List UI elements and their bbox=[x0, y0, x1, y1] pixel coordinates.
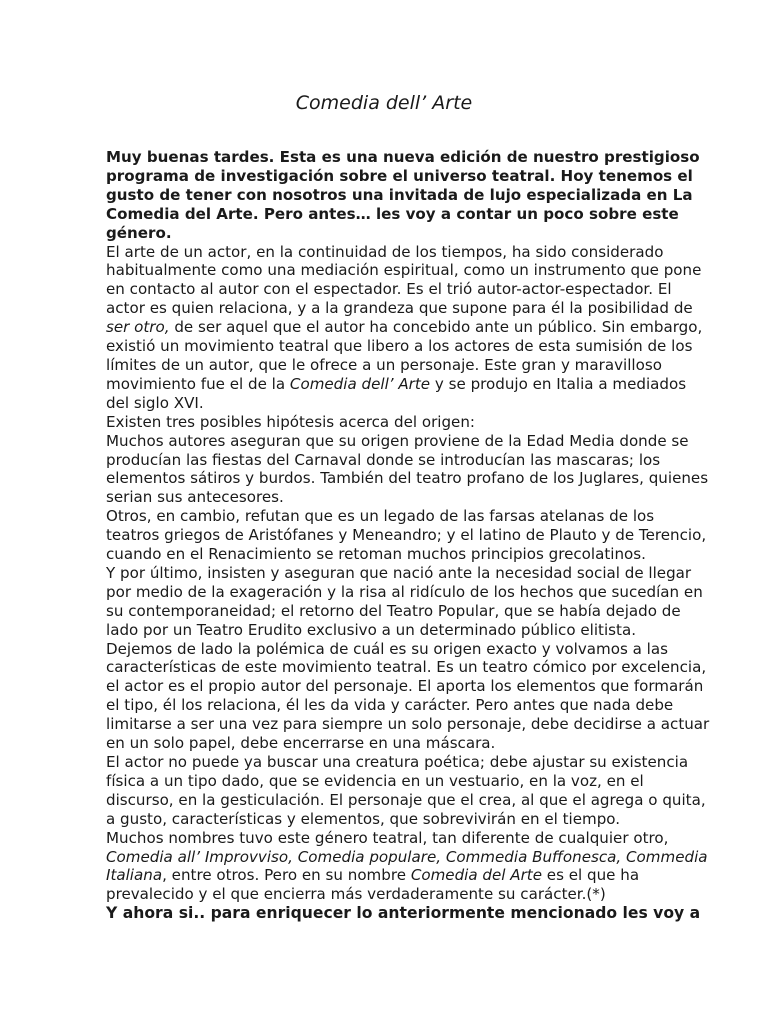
text-line: Muy buenas tardes. Esta es una nueva edición de nuestro prestigioso bbox=[106, 148, 700, 166]
text-line: su contemporaneidad; el retorno del Teatro Popular, que se había dejado de bbox=[106, 601, 681, 620]
paragraph-names bbox=[106, 828, 708, 905]
text-span: , entre otros. Pero en su nombre bbox=[162, 866, 411, 885]
text-line: física a un tipo dado, que se evidencia en un vestuario, en la voz, en el bbox=[106, 771, 644, 790]
text-span: y se produjo en Italia a mediados bbox=[430, 374, 687, 393]
text-line: en un solo papel, debe encerrarse en una máscara. bbox=[106, 734, 496, 753]
italic-phrase: ser otro, bbox=[106, 318, 170, 337]
text-span: movimiento fue el de la bbox=[106, 374, 290, 393]
text-line: cuando en el Renacimiento se retoman muchos principios grecolatinos. bbox=[106, 545, 646, 564]
paragraph-actor-type bbox=[106, 753, 706, 829]
paragraph-hypothesis-greek bbox=[106, 507, 707, 564]
italic-phrase: Comedia all’ Improvviso, Comedia populare, Commedia Buffonesca, Commedia bbox=[106, 847, 708, 866]
paragraph-hypotheses-intro: Existen tres posibles hipótesis acerca del origen: bbox=[106, 412, 475, 431]
text-line: Dejemos de lado la polémica de cuál es su origen exacto y volvamos a las bbox=[106, 639, 668, 658]
italic-phrase: Comedia del Arte bbox=[410, 866, 542, 885]
text-line bbox=[106, 374, 687, 394]
text-line: Y por último, insisten y aseguran que nació ante la necesidad social de llegar bbox=[106, 563, 692, 582]
text-line: Otros, en cambio, refutan que es un legado de las farsas atelanas de los bbox=[106, 507, 655, 526]
text-span: de ser aquel que el autor ha concebido ante un público. Sin embargo, bbox=[169, 318, 703, 337]
text-line: existió un movimiento teatral que libero a los actores de esta sumisión de los bbox=[106, 337, 693, 356]
text-line: el actor es el propio autor del personaje. El aporta los elementos que formarán bbox=[106, 677, 704, 696]
text-line: en contacto al autor con el espectador. Es el trió autor-actor-espectador. El bbox=[106, 280, 672, 299]
paragraph-characteristics bbox=[106, 639, 710, 753]
text-line: límites de un autor, que le ofrece a un personaje. Este gran y maravilloso bbox=[106, 355, 662, 374]
text-line bbox=[106, 847, 708, 867]
text-line: características de este movimiento teatral. Es un teatro cómico por excelencia, bbox=[106, 658, 707, 677]
text-line: lado por un Teatro Erudito exclusivo a un determinado público elitista. bbox=[106, 620, 636, 639]
text-line: programa de investigación sobre el universo teatral. Hoy tenemos el bbox=[106, 166, 693, 185]
text-line: producían las fiestas del Carnaval donde se introducían las mascaras; los bbox=[106, 450, 661, 469]
italic-phrase: Comedia dell’ Arte bbox=[289, 374, 431, 393]
text-line: el tipo, él los relaciona, él les da vida y carácter. Pero antes que nada debe bbox=[106, 696, 674, 715]
text-line: a gusto, características y elementos, que sobrevivirán en el tiempo. bbox=[106, 809, 621, 828]
document-title: Comedia dell’ Arte bbox=[295, 92, 473, 114]
text-line: elementos sátiros y burdos. También del teatro profano de los Juglares, quienes bbox=[106, 469, 709, 488]
text-line: género. bbox=[106, 223, 172, 242]
text-line: actor es quien relaciona, y a la grandeza que supone para él la posibilidad de bbox=[106, 299, 693, 318]
text-line: por medio de la exageración y la risa al ridículo de los hechos que sucedían en bbox=[106, 582, 703, 601]
text-line: teatros griegos de Aristófanes y Meneandro; y el latino de Plauto y de Terencio, bbox=[106, 526, 707, 545]
text-line: limitarse a ser una vez para siempre un solo personaje, debe decidirse a actuar bbox=[106, 715, 710, 734]
text-line bbox=[106, 866, 666, 885]
text-span: es el que ha bbox=[542, 866, 640, 885]
text-line: El actor no puede ya buscar una creatura poética; debe ajustar su existencia bbox=[106, 753, 689, 771]
paragraph-actor-art bbox=[106, 242, 703, 413]
paragraph-hypothesis-medieval bbox=[106, 431, 709, 508]
text-line: serian sus antecesores. bbox=[106, 488, 284, 507]
text-line: del siglo XVI. bbox=[106, 393, 204, 412]
text-line: prevalecido y el que encierra más verdaderamente su carácter.(*) bbox=[106, 885, 606, 904]
text-line: Muchos nombres tuvo este género teatral, tan diferente de cualquier otro, bbox=[106, 828, 669, 847]
paragraph-hypothesis-social bbox=[106, 563, 703, 640]
intro-paragraph bbox=[106, 148, 700, 243]
text-line: gusto de tener con nosotros una invitada de lujo especializada en La bbox=[106, 185, 693, 204]
text-line: Comedia del Arte. Pero antes… les voy a contar un poco sobre este bbox=[106, 204, 679, 223]
text-line: Muchos autores aseguran que su origen proviene de la Edad Media donde se bbox=[106, 431, 689, 450]
text-line: habitualmente como una mediación espiritual, como un instrumento que pone bbox=[106, 261, 702, 280]
italic-phrase: Italiana bbox=[106, 866, 163, 885]
text-line: discurso, en la gesticulación. El personaje que el crea, al que el agrega o quita, bbox=[106, 790, 706, 809]
text-line: El arte de un actor, en la continuidad de los tiempos, ha sido considerado bbox=[106, 242, 664, 261]
text-line bbox=[106, 318, 703, 337]
closing-line: Y ahora si.. para enriquecer lo anteriormente mencionado les voy a bbox=[106, 904, 701, 923]
document-body bbox=[106, 148, 710, 923]
